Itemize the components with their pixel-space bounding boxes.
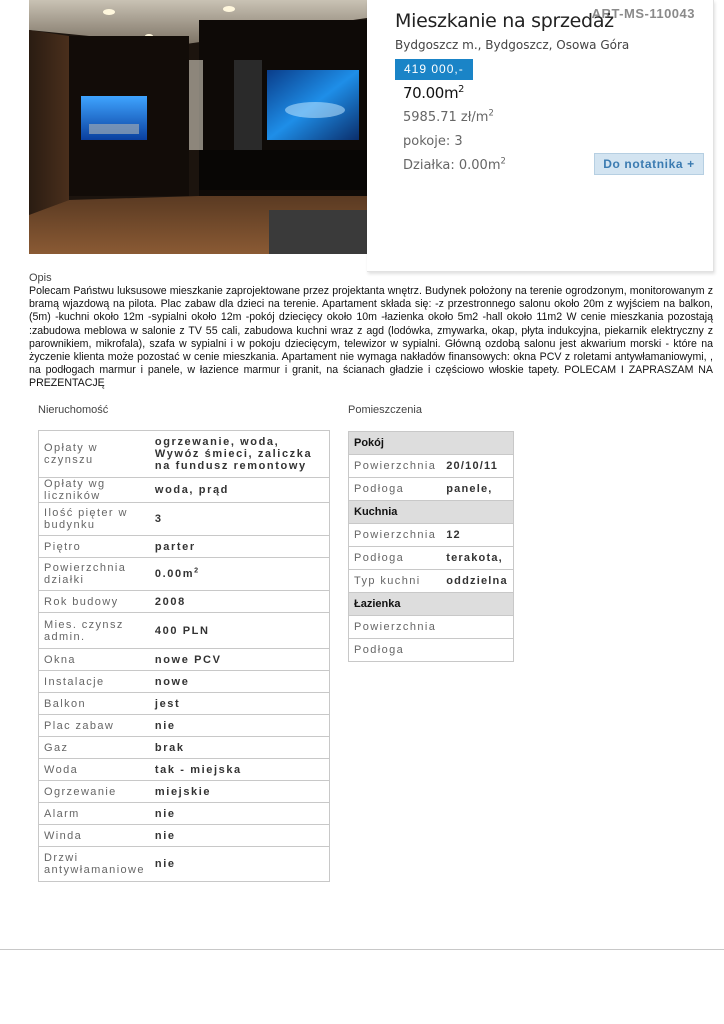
room-detail-label: Powierzchnia xyxy=(349,616,442,639)
property-label: Woda xyxy=(39,759,150,781)
property-row xyxy=(39,759,330,781)
room-detail-value: 20/10/11 xyxy=(441,455,513,478)
property-row xyxy=(39,431,330,478)
area-value: $70.00m^2$ xyxy=(403,84,464,102)
property-value: jest xyxy=(150,693,330,715)
add-to-notebook-button[interactable]: Do notatnika + xyxy=(594,153,704,175)
property-label: Alarm xyxy=(39,803,150,825)
listing-reference: ART-MS-110043 xyxy=(591,6,695,21)
room-detail-row xyxy=(349,639,514,662)
room-detail-value: oddzielna xyxy=(441,570,513,593)
property-details-table xyxy=(38,430,330,882)
property-value: nie xyxy=(150,847,330,882)
room-group-header xyxy=(349,432,514,455)
living-room-photo xyxy=(29,0,367,254)
property-label: Piętro xyxy=(39,536,150,558)
room-group-header xyxy=(349,501,514,524)
room-detail-value xyxy=(441,639,513,662)
property-value: nie xyxy=(150,825,330,847)
property-row xyxy=(39,536,330,558)
room-detail-value: 12 xyxy=(441,524,513,547)
property-label: Balkon xyxy=(39,693,150,715)
listing-title: Mieszkanie na sprzedaż xyxy=(395,10,614,32)
property-label: Plac zabaw xyxy=(39,715,150,737)
room-detail-row xyxy=(349,455,514,478)
property-value: nie xyxy=(150,715,330,737)
property-value: woda, prąd xyxy=(150,478,330,503)
room-detail-value: panele, xyxy=(441,478,513,501)
property-value: nowe PCV xyxy=(150,649,330,671)
rooms-table xyxy=(348,431,514,662)
property-row xyxy=(39,847,330,882)
property-row xyxy=(39,825,330,847)
room-detail-row xyxy=(349,478,514,501)
property-value: 2008 xyxy=(150,591,330,613)
room-count: pokoje: 3 xyxy=(403,134,463,149)
property-label: Okna xyxy=(39,649,150,671)
listing-photo[interactable] xyxy=(29,0,367,254)
property-label: Opłaty w czynszu xyxy=(39,431,150,478)
property-row xyxy=(39,693,330,715)
property-value: tak - miejska xyxy=(150,759,330,781)
property-label: Drzwi antywłamaniowe xyxy=(39,847,150,882)
property-value: 3 xyxy=(150,503,330,536)
plot-area: Działka: $0.00m^2$ xyxy=(403,155,506,173)
listing-summary-card xyxy=(367,0,714,272)
room-detail-label: Powierzchnia xyxy=(349,455,442,478)
room-name: Kuchnia xyxy=(349,501,514,524)
property-row xyxy=(39,671,330,693)
property-row xyxy=(39,613,330,649)
property-value: brak xyxy=(150,737,330,759)
property-label: Ogrzewanie xyxy=(39,781,150,803)
room-detail-label: Podłoga xyxy=(349,547,442,570)
property-row xyxy=(39,715,330,737)
price-badge: 419 000,- xyxy=(395,59,473,80)
property-label: Rok budowy xyxy=(39,591,150,613)
room-detail-label: Podłoga xyxy=(349,478,442,501)
room-detail-row xyxy=(349,547,514,570)
listing-location: Bydgoszcz m., Bydgoszcz, Osowa Góra xyxy=(395,38,630,52)
room-detail-row xyxy=(349,524,514,547)
description-heading: Opis xyxy=(29,272,52,284)
property-label: Ilość pięter w budynku xyxy=(39,503,150,536)
rooms-heading: Pomieszczenia xyxy=(348,404,422,416)
property-heading: Nieruchomość xyxy=(38,404,109,416)
price-per-m2: 5985.71 $zł/m^2$ xyxy=(403,107,494,125)
room-group-header xyxy=(349,593,514,616)
property-label: Winda xyxy=(39,825,150,847)
room-name: Łazienka xyxy=(349,593,514,616)
description-text: Polecam Państwu luksusowe mieszkanie zaprojektowane przez projektanta wnętrz. Budynek położony na terenie ogrodzonym, monitorowanym z bramą wjazdową na pilota. Plac zabaw dla dzieci na terenie. Apartament składa się: -z przestronnego salonu około 20m z wyjściem na balkon, (5m) -kuchni około 12m -sypialni około 12m -pokój dziecięcy około 10m -łazienka około 5m2 -hall około 11m2 W cenie mieszkania pozostają :zabudowa meblowa w salonie z TV 55 cali, zabudowa kuchni wraz z agd (lodówka, zmywarka, okap, płyta indukcyjna, piekarnik elektryczny z parownikiem, mikrofala), szafa w sypialni i w pokoju dziecięcym, telewizor w sypialni. Główną ozdobą salonu jest akwarium morski - które na życzenie klienta może pozostać w cenie mieszkania. Apartament nie wymaga nakładów finansowych: okna PCV z roletami antywłamaniowymi, , na podłogach marmur i panele, w łazience marmur i granit, na ścianach gładzie i częściowo włoskie tapety. POLECAM I ZAPRASZAM NA PREZENTACJĘ xyxy=(29,285,713,390)
room-detail-value: terakota, xyxy=(441,547,513,570)
property-value: miejskie xyxy=(150,781,330,803)
property-value: nie xyxy=(150,803,330,825)
room-name: Pokój xyxy=(349,432,514,455)
property-row xyxy=(39,591,330,613)
property-value: nowe xyxy=(150,671,330,693)
room-detail-value xyxy=(441,616,513,639)
property-label: Mies. czynsz admin. xyxy=(39,613,150,649)
property-label: Opłaty wg liczników xyxy=(39,478,150,503)
room-detail-row xyxy=(349,570,514,593)
property-value: $0.00m^2$ xyxy=(150,558,330,591)
property-value: ogrzewanie, woda, Wywóz śmieci, zaliczka na fundusz remontowy xyxy=(150,431,330,478)
property-label: Instalacje xyxy=(39,671,150,693)
room-detail-label: Podłoga xyxy=(349,639,442,662)
property-row xyxy=(39,558,330,591)
room-detail-row xyxy=(349,616,514,639)
room-detail-label: Typ kuchni xyxy=(349,570,442,593)
property-row xyxy=(39,737,330,759)
property-row xyxy=(39,478,330,503)
room-detail-label: Powierzchnia xyxy=(349,524,442,547)
property-label: Powierzchnia działki xyxy=(39,558,150,591)
property-value: 400 PLN xyxy=(150,613,330,649)
property-row xyxy=(39,503,330,536)
property-row xyxy=(39,803,330,825)
property-label: Gaz xyxy=(39,737,150,759)
footer-divider xyxy=(0,949,724,950)
property-value: parter xyxy=(150,536,330,558)
property-row xyxy=(39,781,330,803)
property-row xyxy=(39,649,330,671)
